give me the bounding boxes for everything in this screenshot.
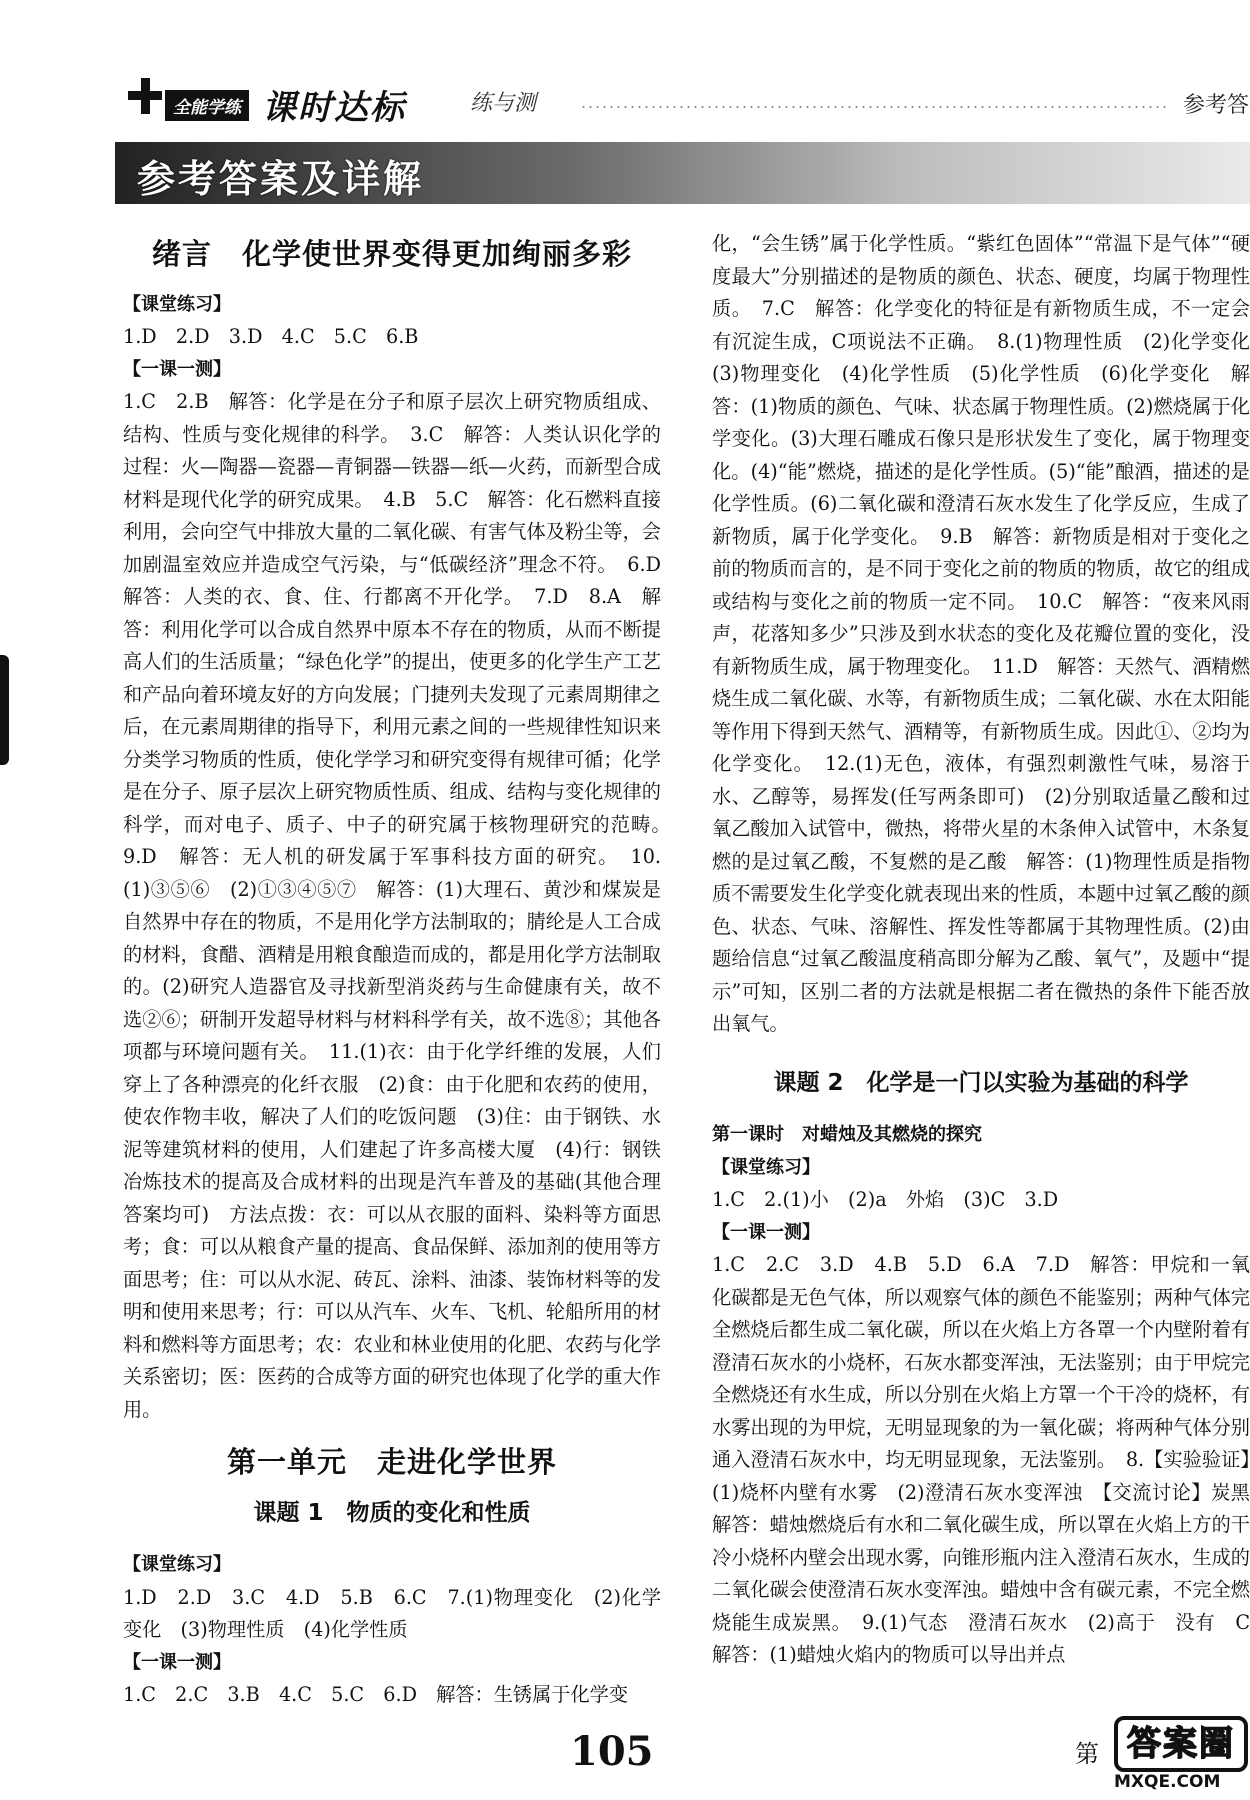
section-label: 【课堂练习】	[123, 293, 231, 315]
section-label: 【一课一测】	[123, 1651, 231, 1673]
plus-logo-icon	[128, 78, 162, 114]
watermark-logo	[1110, 1712, 1248, 1798]
lesson-heading: 第一课时 对蜡烛及其燃烧的探究	[712, 1124, 982, 1145]
brand-subtitle: 练与测	[470, 91, 537, 116]
unit-heading: 第一单元 走进化学世界	[226, 1445, 557, 1479]
left-column	[123, 228, 681, 1712]
answer-paragraph: 1.C 2.B 解答：化学是在分子和原子层次上研究物质组成、结构、性质与变化规律的科学。 3.C 解答：人类认识化学的过程：火—陶器—瓷器—青铜器—铁器—纸—火药，而新型合成材料是现代化学的研究成果。 4.B 5.C 解答：化石燃料直接利用，会向空气中排放大量的二氧化碳、有害气体及粉尘等，会加剧温室效应并造成空气污染，与“低碳经济”理念不符。 6.D 解答：人类的衣、食、住、行都离不开化学。 7.D 8.A 解答：利用化学可以合成自然界中原本不存在的物质，从而不断提高人们的生活质量；“绿色化学”的提出，使更多的化学生产工艺和产品向着环境友好的方向发展；门捷列夫发现了元素周期律之后，在元素周期律的指导下，利用元素之间的一些规律性知识来分类学习物质的性质，使化学学习和研究变得有规律可循；化学是在分子、原子层次上研究物质性质、组成、结构与变化规律的科学，而对电子、质子、中子的研究属于核物理研究的范畴。 9.D 解答：无人机的研发属于军事科技方面的研究。 10.(1)③⑤⑥ (2)①③④⑤⑦ 解答：(1)大理石、黄沙和煤炭是自然界中存在的物质，不是用化学方法制取的；腈纶是人工合成的材料，食醋、酒精是用粮食酿造而成的，都是用化学方法制取的。(2)研究人造器官及寻找新型消炎药与生命健康有关，故不选②⑥；研制开发超导材料与材料科学有关，故不选⑧；其他各项都与环境问题有关。 11.(1)衣：由于化学纤维的发展，人们穿上了各种漂亮的化纤衣服 (2)食：由于化肥和农药的使用，使农作物丰收，解决了人们的吃饭问题 (3)住：由于钢铁、水泥等建筑材料的使用，人们建起了许多高楼大厦 (4)行：钢铁冶炼技术的提高及合成材料的出现是汽车普及的基础(其他合理答案均可) 方法点拨：衣：可以从衣服的面料、染料等方面思考；食：可以从粮食产量的提高、食品保鲜、添加剂的使用等方面思考；住：可以从水泥、砖瓦、涂料、油漆、装饰材料等的发明和使用来思考；行：可以从汽车、火车、飞机、轮船所用的材料和燃料等方面思考；农：农业和林业使用的化肥、农药与化学关系密切；医：医药的合成等方面的研究也体现了化学的重大作用。	[123, 390, 681, 1421]
binding-mark	[0, 655, 9, 765]
section-label: 【一课一测】	[123, 358, 231, 380]
brand-title: 课时达标	[262, 88, 406, 128]
answer-line: 1.D 2.D 3.C 4.D 5.B 6.C 7.(1)物理变化 (2)化学变化 (3)物理性质 (4)化学性质	[123, 1585, 661, 1641]
header-dotted-rule	[580, 104, 1170, 110]
intro-heading: 绪言 化学使世界变得更加绚丽多彩	[151, 237, 632, 271]
footer-text: 第	[1075, 1740, 1099, 1768]
section-label: 【课堂练习】	[123, 1554, 231, 1575]
answer-paragraph: 1.C 2.C 3.B 4.C 5.C 6.D 解答：生锈属于化学变	[123, 1683, 629, 1706]
page-number: 105	[570, 1728, 654, 1775]
header-right-text: 参考答	[1183, 93, 1250, 118]
page-header	[0, 0, 1250, 128]
answer-line: 1.D 2.D 3.D 4.C 5.C 6.B	[123, 325, 419, 348]
banner-title: 参考答案及详解	[137, 157, 425, 201]
section-label: 【课堂练习】	[712, 1156, 820, 1178]
watermark-title: 答案圈	[1114, 1716, 1248, 1772]
topic-heading: 课题 2 化学是一门以实验为基础的科学	[773, 1069, 1189, 1096]
section-label: 【一课一测】	[712, 1221, 820, 1243]
answer-paragraph: 1.C 2.C 3.D 4.B 5.D 6.A 7.D 解答：甲烷和一氧化碳都是无色气体，所以观察气体的颜色不能鉴别；两种气体完全燃烧后都生成二氧化碳，所以在火焰上方各罩一个内壁附着有澄清石灰水的小烧杯，石灰水都变浑浊，无法鉴别；由于甲烷完全燃烧还有水生成，所以分别在火焰上方罩一个干冷的烧杯，有水雾出现的为甲烷，无明显现象的为一氧化碳；将两种气体分别通入澄清石灰水中，均无明显现象，无法鉴别。 8.【实验验证】(1)烧杯内壁有水雾 (2)澄清石灰水变浑浊 【交流讨论】炭黑 解答：蜡烛燃烧后有水和二氧化碳生成，所以罩在火焰上方的干冷小烧杯内壁会出现水雾，向锥形瓶内注入澄清石灰水，生成的二氧化碳会使澄清石灰水变浑浊。蜡烛中含有碳元素，不完全燃烧能生成炭黑。 9.(1)气态 澄清石灰水 (2)高于 没有 C 解答：(1)蜡烛火焰内的物质可以导出并点	[712, 1253, 1250, 1666]
answer-paragraph: 化，“会生锈”属于化学性质。“紫红色固体”“常温下是气体”“硬度最大”分别描述的是物质的颜色、状态、硬度，均属于物理性质。 7.C 解答：化学变化的特征是有新物质生成，不一定会有沉淀生成，C项说法不正确。 8.(1)物理性质 (2)化学变化 (3)物理变化 (4)化学性质 (5)化学性质 (6)化学变化 解答：(1)物质的颜色、气味、状态属于物理性质。(2)燃烧属于化学变化。(3)大理石雕成石像只是形状发生了变化，属于物理变化。(4)“能”燃烧，描述的是化学性质。(5)“能”酿酒，描述的是化学性质。(6)二氧化碳和澄清石灰水发生了化学反应，生成了新物质，属于化学变化。 9.B 解答：新物质是相对于变化之前的物质而言的，是不同于变化之前的物质的物质，故它的组成或结构与变化之前的物质一定不同。 10.C 解答：“夜来风雨声，花落知多少”只涉及到水状态的变化及花瓣位置的变化，没有新物质生成，属于物理变化。 11.D 解答：天然气、酒精燃烧生成二氧化碳、水等，有新物质生成；二氧化碳、水在太阳能等作用下得到天然气、酒精等，有新物质生成。因此①、②均为化学变化。 12.(1)无色，液体，有强烈刺激性气味，易溶于水、乙醇等，易挥发(任写两条即可) (2)分别取适量乙酸和过氧乙酸加入试管中，微热，将带火星的木条伸入试管中，木条复燃的是过氧乙酸，不复燃的是乙酸 解答：(1)物理性质是指物质不需要发生化学变化就表现出来的性质，本题中过氧乙酸的颜色、状态、气味、溶解性、挥发性等都属于其物理性质。(2)由题给信息“过氧乙酸温度稍高即分解为乙酸、氧气”，及题中“提示”可知，区别二者的方法就是根据二者在微热的条件下能否放出氧气。	[712, 232, 1250, 1035]
topic-heading: 课题 1 物质的变化和性质	[253, 1499, 531, 1526]
answer-line: 1.C 2.(1)小 (2)a 外焰 (3)C 3.D	[712, 1188, 1059, 1211]
section-banner	[115, 142, 1250, 204]
brand-badge: 全能学练	[165, 90, 249, 121]
right-column	[712, 228, 1250, 1672]
watermark-url: MXQE.COM	[1114, 1772, 1221, 1792]
